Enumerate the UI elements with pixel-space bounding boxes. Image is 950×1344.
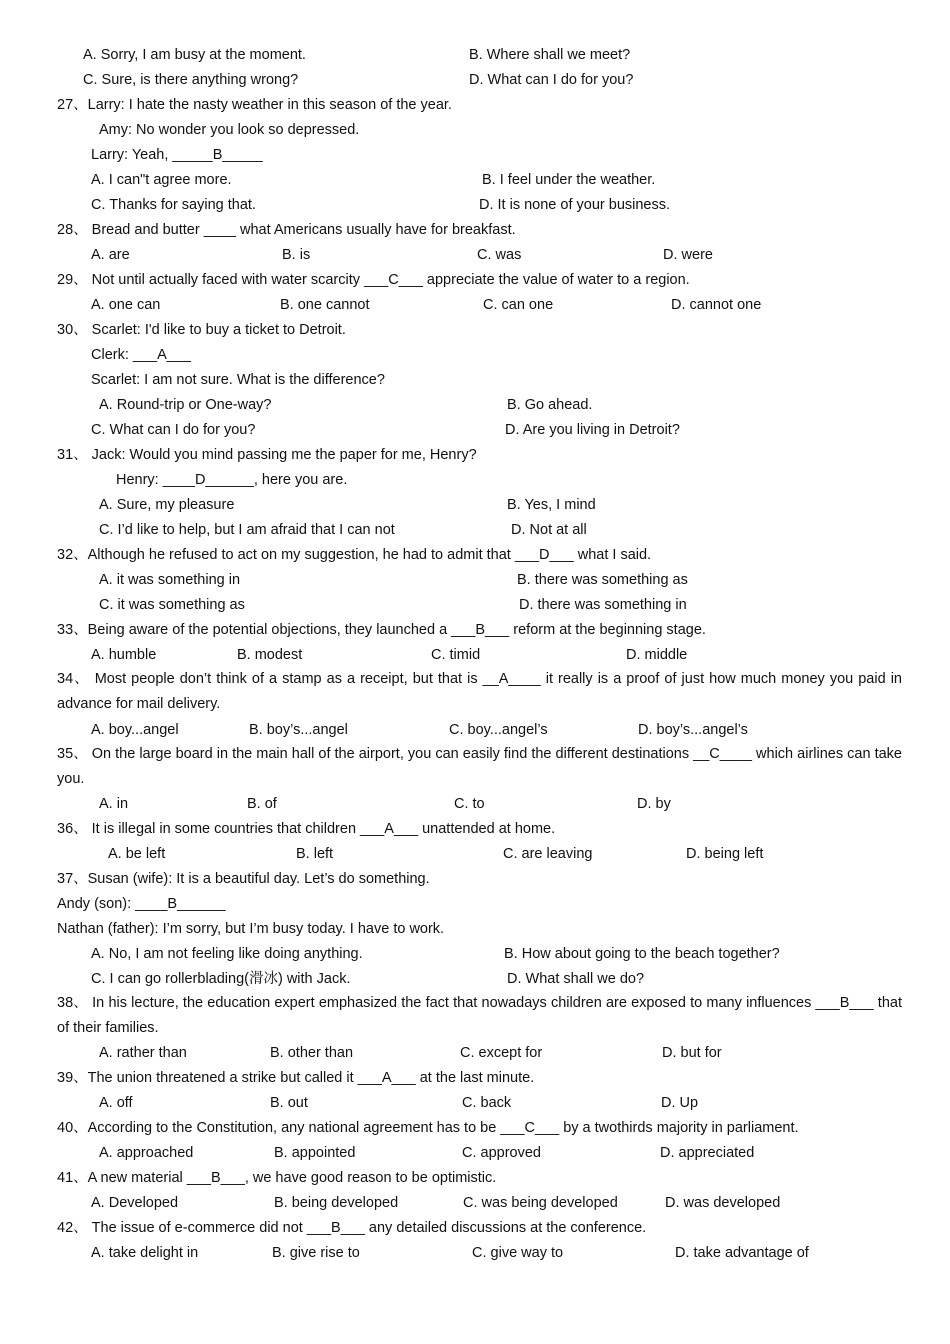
option-a: A. Sure, my pleasure: [99, 497, 235, 513]
dialogue-line: Larry: Yeah, _____B_____: [91, 147, 263, 163]
option-b: B. give rise to: [272, 1245, 360, 1261]
options-row: [0, 1091, 950, 1116]
option-d: D. appreciated: [660, 1145, 755, 1161]
option-c: C. to: [454, 796, 485, 812]
option-a: A. No, I am not feeling like doing anything.: [91, 946, 363, 962]
option-c: C. was: [477, 247, 522, 263]
dialogue-line: Henry: ____D______, here you are.: [116, 472, 348, 488]
option-b: B. of: [247, 796, 277, 812]
option-b: B. out: [270, 1095, 308, 1111]
options-row: [0, 68, 950, 93]
option-d: D. It is none of your business.: [479, 197, 671, 213]
option-a: A. Sorry, I am busy at the moment.: [83, 47, 306, 63]
question-36: 36、 It is illegal in some countries that children ___A___ unattended at home.: [57, 821, 556, 837]
option-c: C. can one: [483, 297, 554, 313]
option-d: D. Not at all: [511, 522, 587, 538]
dialogue-line: Scarlet: I am not sure. What is the difference?: [91, 372, 385, 388]
option-c: C. it was something as: [99, 597, 245, 613]
option-c: C. back: [462, 1095, 512, 1111]
options-row: [0, 518, 950, 543]
option-c: C. are leaving: [503, 846, 593, 862]
option-b: B. other than: [270, 1045, 354, 1061]
option-d: D. middle: [626, 647, 688, 663]
option-c: C. What can I do for you?: [91, 422, 256, 438]
question-37: 37、Susan (wife): It is a beautiful day. Let’s do something.: [57, 871, 430, 887]
option-d: D. cannot one: [671, 297, 762, 313]
option-d: D. being left: [686, 846, 764, 862]
option-a: A. rather than: [99, 1045, 187, 1061]
option-b: B. Go ahead.: [507, 397, 593, 413]
option-b: B. boy’s...angel: [249, 722, 348, 738]
options-row: [0, 718, 950, 743]
option-a: A. it was something in: [99, 572, 241, 588]
options-row: [0, 1241, 950, 1266]
option-a: A. Round-trip or One-way?: [99, 397, 272, 413]
dialogue-line: Clerk: ___A___: [91, 347, 191, 363]
options-row: [0, 1041, 950, 1066]
options-row: [0, 568, 950, 593]
option-d: D. Up: [661, 1095, 699, 1111]
option-a: A. take delight in: [91, 1245, 199, 1261]
option-c: C. was being developed: [463, 1195, 618, 1211]
option-d: D. boy’s...angel’s: [638, 722, 748, 738]
question-31: 31、 Jack: Would you mind passing me the paper for me, Henry?: [57, 447, 477, 463]
option-d: D. but for: [662, 1045, 722, 1061]
dialogue-line: Andy (son): ____B______: [57, 896, 226, 912]
options-row: [0, 792, 950, 817]
options-row: [0, 1191, 950, 1216]
option-a: A. Developed: [91, 1195, 179, 1211]
option-b: B. is: [282, 247, 311, 263]
dialogue-line: Nathan (father): I’m sorry, but I’m busy today. I have to work.: [57, 921, 445, 937]
option-a: A. in: [99, 796, 129, 812]
option-b: B. Where shall we meet?: [469, 47, 631, 63]
option-a: A. one can: [91, 297, 161, 313]
option-c: C. I’d like to help, but I am afraid that I can not: [99, 522, 395, 538]
option-d: D. there was something in: [519, 597, 687, 613]
question-27: 27、Larry: I hate the nasty weather in this season of the year.: [57, 97, 452, 113]
option-a: A. off: [99, 1095, 133, 1111]
option-b: B. modest: [237, 647, 303, 663]
option-c: C. Thanks for saying that.: [91, 197, 256, 213]
options-row: [0, 418, 950, 443]
question-38: 38、 In his lecture, the education expert emphasized the fact that nowadays children are exposed to many influences ___B___ that of their families.: [57, 995, 902, 1036]
option-b: B. one cannot: [280, 297, 370, 313]
option-c: C. except for: [460, 1045, 543, 1061]
options-row: [0, 942, 950, 967]
option-c: C. approved: [462, 1145, 541, 1161]
options-row: [0, 1141, 950, 1166]
option-d: D. was developed: [665, 1195, 781, 1211]
option-b: B. being developed: [274, 1195, 399, 1211]
question-42: 42、 The issue of e-commerce did not ___B___ any detailed discussions at the conference.: [57, 1220, 647, 1236]
option-a: A. boy...angel: [91, 722, 179, 738]
dialogue-line: Amy: No wonder you look so depressed.: [99, 122, 360, 138]
option-d: D. were: [663, 247, 713, 263]
options-row: [0, 43, 950, 68]
question-40: 40、According to the Constitution, any national agreement has to be ___C___ by a twothirds majority in parliament.: [57, 1120, 799, 1136]
option-d: D. What can I do for you?: [469, 72, 634, 88]
options-row: [0, 243, 950, 268]
question-33: 33、Being aware of the potential objections, they launched a ___B___ reform at the beginning stage.: [57, 622, 706, 638]
question-41: 41、A new material ___B___, we have good reason to be optimistic.: [57, 1170, 497, 1186]
option-d: D. What shall we do?: [507, 971, 645, 987]
option-a: A. approached: [99, 1145, 194, 1161]
question-28: 28、 Bread and butter ____ what Americans usually have for breakfast.: [57, 222, 516, 238]
option-a: A. be left: [108, 846, 166, 862]
question-39: 39、The union threatened a strike but called it ___A___ at the last minute.: [57, 1070, 535, 1086]
option-c: C. boy...angel’s: [449, 722, 548, 738]
option-d: D. take advantage of: [675, 1245, 809, 1261]
option-a: A. humble: [91, 647, 157, 663]
question-35: 35、 On the large board in the main hall of the airport, you can easily find the different destinations __C____ which airlines can take you.: [57, 746, 902, 787]
options-row: [0, 842, 950, 867]
option-c: C. Sure, is there anything wrong?: [83, 72, 299, 88]
options-row: [0, 593, 950, 618]
options-row: [0, 643, 950, 668]
option-b: B. Yes, I mind: [507, 497, 596, 513]
option-b: B. appointed: [274, 1145, 356, 1161]
option-c: C. timid: [431, 647, 481, 663]
option-d: D. by: [637, 796, 671, 812]
option-b: B. I feel under the weather.: [482, 172, 656, 188]
question-29: 29、 Not until actually faced with water scarcity ___C___ appreciate the value of water to a region.: [57, 272, 690, 288]
option-a: A. are: [91, 247, 130, 263]
options-row: [0, 393, 950, 418]
option-c: C. I can go rollerblading(滑冰) with Jack.: [91, 971, 351, 987]
option-b: B. left: [296, 846, 334, 862]
options-row: [0, 168, 950, 193]
question-32: 32、Although he refused to act on my suggestion, he had to admit that ___D___ what I said.: [57, 547, 652, 563]
options-row: [0, 193, 950, 218]
question-34: 34、 Most people don’t think of a stamp as a receipt, but that is __A____ it really is a proof of just how much money you paid in advance for mail delivery.: [57, 671, 902, 712]
option-c: C. give way to: [472, 1245, 564, 1261]
option-b: B. How about going to the beach together?: [504, 946, 780, 962]
question-30: 30、 Scarlet: I'd like to buy a ticket to Detroit.: [57, 322, 346, 338]
option-b: B. there was something as: [517, 572, 688, 588]
option-d: D. Are you living in Detroit?: [505, 422, 680, 438]
options-row: [0, 493, 950, 518]
option-a: A. I can"t agree more.: [91, 172, 232, 188]
options-row: [0, 967, 950, 992]
options-row: [0, 293, 950, 318]
